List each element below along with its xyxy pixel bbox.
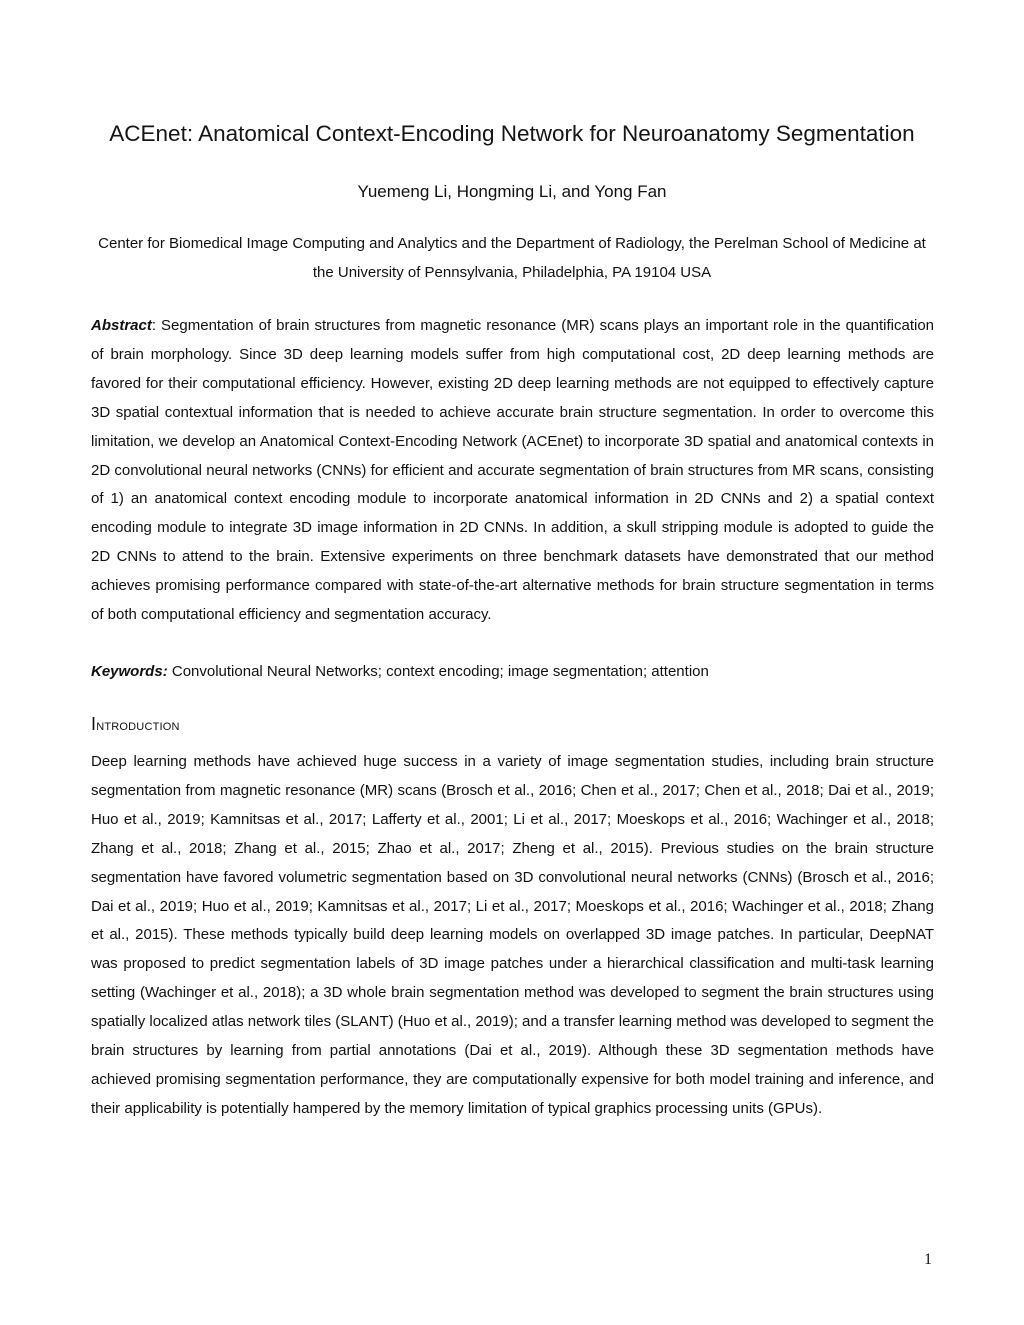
author-affiliation: Center for Biomedical Image Computing and Analytics and the Department of Radiology, the Perelman School of Medicine at the University of Pennsylvania, Philadelphia, PA 19104 USA [98, 235, 926, 281]
keywords-text: Convolutional Neural Networks; context encoding; image segmentation; attention [167, 663, 709, 680]
author-list: Yuemeng Li, Hongming Li, and Yong Fan [357, 182, 667, 201]
page-number: 1 [924, 1251, 932, 1268]
keywords-line [91, 658, 934, 687]
introduction-paragraph: Deep learning methods have achieved huge success in a variety of image segmentation studies, including brain structure segmentation from magnetic resonance (MR) scans (Brosch et al., 2016; Chen et al., 2017; Chen et al., 2018; Dai et al., 2019; Huo et al., 2019; Kamnitsas et al., 2017; Lafferty et al., 2001; Li et al., 2017; Moeskops et al., 2016; Wachinger et al., 2018; Zhang et al., 2018; Zhang et al., 2015; Zhao et al., 2017; Zheng et al., 2015). Previous studies on the brain structure segmentation have favored volumetric segmentation based on 3D convolutional neural networks (CNNs) (Brosch et al., 2016; Dai et al., 2019; Huo et al., 2019; Kamnitsas et al., 2017; Li et al., 2017; Moeskops et al., 2016; Wachinger et al., 2018; Zhang et al., 2015). These methods typically build deep learning models on overlapped 3D image patches. In particular, DeepNAT was proposed to predict segmentation labels of 3D image patches under a hierarchical classification and multi-task learning setting (Wachinger et al., 2018); a 3D whole brain segmentation method was developed to segment the brain structures using spatially localized atlas network tiles (SLANT) (Huo et al., 2019); and a transfer learning method was developed to segment the brain structures by learning from partial annotations (Dai et al., 2019). Although these 3D segmentation methods have achieved promising segmentation performance, they are computationally expensive for both model training and inference, and their applicability is potentially hampered by the memory limitation of typical graphics processing units (GPUs). [91, 753, 934, 1117]
abstract-paragraph [91, 312, 934, 630]
abstract-label: Abstract [91, 317, 152, 334]
introduction-heading [91, 708, 180, 742]
introduction-heading-initial: I [91, 714, 97, 734]
abstract-separator: : [151, 317, 162, 334]
abstract-text: Segmentation of brain structures from magnetic resonance (MR) scans plays an important role in the quantification of brain morphology. Since 3D deep learning models suffer from high computational cost, 2D deep learning methods are favored for their computational efficiency. However, existing 2D deep learning methods are not equipped to effectively capture 3D spatial contextual information that is needed to achieve accurate brain structure segmentation. In order to overcome this limitation, we develop an Anatomical Context-Encoding Network (ACEnet) to incorporate 3D spatial and anatomical contexts in 2D convolutional neural networks (CNNs) for efficient and accurate segmentation of brain structures from MR scans, consisting of 1) an anatomical context encoding module to incorporate anatomical information in 2D CNNs and 2) a spatial context encoding module to integrate 3D image information in 2D CNNs. In addition, a skull stripping module is adopted to guide the 2D CNNs to attend to the brain. Extensive experiments on three benchmark datasets have demonstrated that our method achieves promising performance compared with state-of-the-art alternative methods for brain structure segmentation in terms of both computational efficiency and segmentation accuracy. [91, 317, 935, 624]
paper-title: ACEnet: Anatomical Context-Encoding Network for Neuroanatomy Segmentation [109, 121, 915, 146]
introduction-heading-rest: ntroduction [96, 717, 180, 734]
keywords-label: Keywords: [91, 663, 168, 680]
